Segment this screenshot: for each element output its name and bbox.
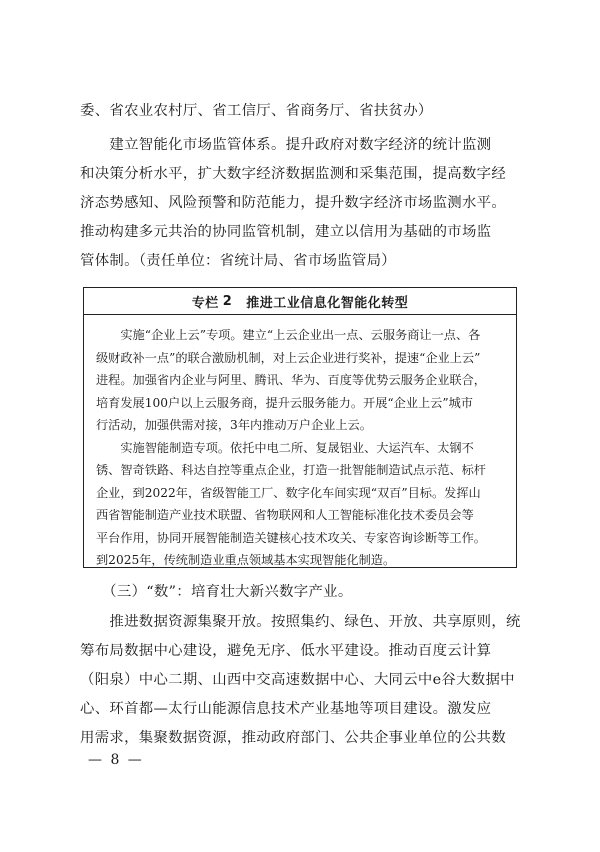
text-line: 实施“企业上云”专项。建立“上云企业出一点、云服务商让一点、各 xyxy=(96,328,481,342)
text-line: （阳泉）中心二期、山西中交高速数据中心、大同云中e谷大数据中 xyxy=(80,672,515,688)
text-line: 委、省农业农村厅、省工信厅、省商务厅、省扶贫办） xyxy=(80,103,433,119)
text-line: 心、环首都—太行山能源信息技术产业基地等项目建设。激发应 xyxy=(80,701,492,717)
text-line: 企业，到2022年，省级智能工厂、数字化车间实现“双百”目标。发挥山 xyxy=(96,485,481,500)
paragraph-responsible-units-tail xyxy=(80,97,524,126)
text-line: 济态势感知、风险预警和防范能力，提升数字经济市场监测水平。 xyxy=(80,195,507,211)
column-box-title xyxy=(84,288,516,315)
section-heading xyxy=(80,578,524,607)
text-line: 用需求，集聚数据资源，推动政府部门、公共企事业单位的公共数 xyxy=(80,730,507,746)
column-box-body xyxy=(84,315,516,572)
text-line: 建立智能化市场监管体系。提升政府对数字经济的统计监测 xyxy=(80,137,492,153)
column-box xyxy=(83,287,517,568)
column-paragraph-smart-manufacturing xyxy=(96,437,502,572)
text-line: 级财政补一点”的联合激励机制，对上云企业进行奖补，提速“企业上云” xyxy=(96,350,481,365)
text-line: 平台作用，协同开展智能制造关键核心技术攻关、专家咨询诊断等工作。 xyxy=(96,530,486,545)
paragraph-market-supervision xyxy=(80,131,524,276)
text-line: 推动构建多元共治的协同监管机制，建立以信用为基础的市场监 xyxy=(80,224,492,240)
column-title: 推进工业信息化智能化转型 xyxy=(246,295,409,311)
text-line: 推进数据资源集聚开放。按照集约、绿色、开放、共享原则，统 xyxy=(80,614,521,630)
text-line: 管体制。（责任单位：省统计局、省市场监管局） xyxy=(80,253,396,269)
text-line: 实施智能制造专项。依托中电二所、复晟铝业、大运汽车、太钢不 xyxy=(96,440,474,455)
text-line: 筹布局数据中心建设，避免无序、低水平建设。推动百度云计算 xyxy=(80,643,492,659)
paragraph-data-resources xyxy=(80,608,524,753)
column-label: 专栏 xyxy=(191,295,219,311)
column-paragraph-cloud xyxy=(96,324,502,437)
text-line: 和决策分析水平，扩大数字经济数据监测和采集范围，提高数字经 xyxy=(80,166,507,182)
text-line: 到2025年，传统制造业重点领域基本实现智能化制造。 xyxy=(96,553,396,567)
text-line: 行活动，加强供需对接，3年内推动万户企业上云。 xyxy=(96,418,372,432)
text-line: 培育发展100户以上云服务商，提升云服务能力。开展“企业上云”城市 xyxy=(96,395,473,410)
text-line: 锈、智奇铁路、科达自控等重点企业，打造一批智能制造试点示范、标杆 xyxy=(96,463,486,477)
text-line: 进程。加强省内企业与阿里、腾讯、华为、百度等优势云服务企业联合， xyxy=(96,373,486,387)
page-number: — 8 — xyxy=(88,752,144,768)
section-heading-text: （三）“数”：培育壮大新兴数字产业。 xyxy=(80,584,353,600)
column-number: 2 xyxy=(222,293,233,309)
text-line: 西省智能制造产业技术联盟、省物联网和人工智能标准化技术委员会等 xyxy=(96,508,474,522)
